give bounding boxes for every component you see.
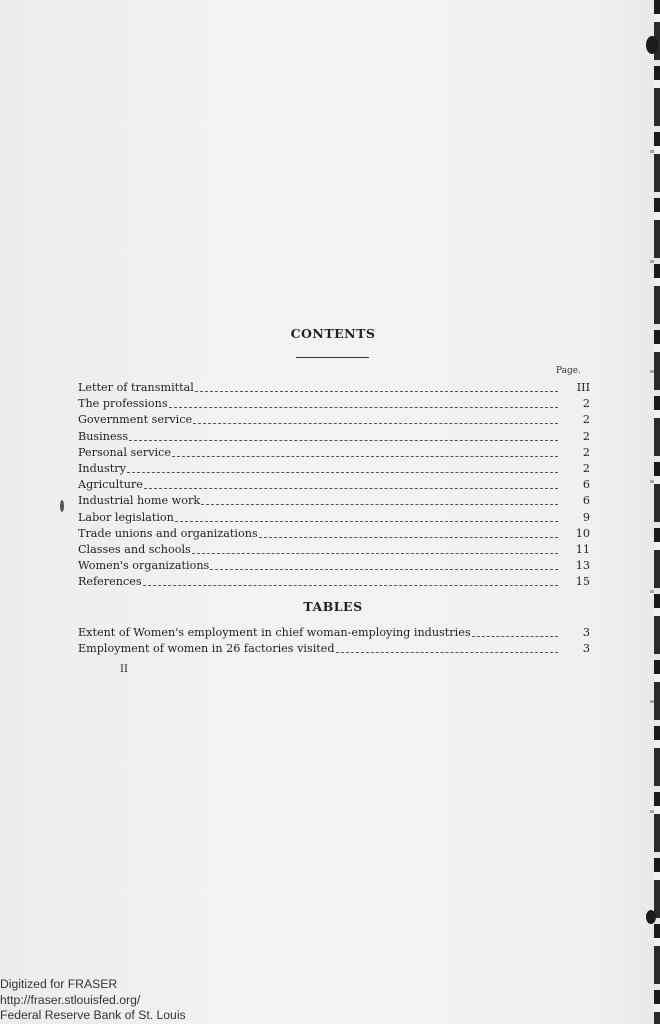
ink-blot (646, 910, 656, 924)
leader-dots (127, 471, 558, 473)
fraser-watermark (0, 977, 186, 1024)
toc-entry[interactable] (78, 558, 590, 574)
leader-dots (129, 439, 558, 441)
toc-entry-page: 9 (582, 510, 590, 524)
toc-entry-label: Agriculture (78, 478, 143, 492)
toc-entry[interactable] (78, 542, 590, 558)
watermark-line: Federal Reserve Bank of St. Louis (0, 1008, 186, 1022)
toc-entry[interactable] (78, 445, 590, 461)
toc-entry-label: The professions (78, 397, 168, 411)
table-entry-label: Extent of Women's employment in chief woman-employing industries (78, 626, 471, 639)
title-rule (296, 357, 369, 358)
toc-entry-label: Government service (78, 413, 193, 427)
table-entry-page: 3 (582, 626, 590, 639)
leader-dots (169, 406, 558, 408)
tables-title: TABLES (303, 599, 363, 614)
toc-entry-label: Trade unions and organizations (78, 526, 258, 540)
leader-dots (259, 536, 558, 538)
toc-entry[interactable] (78, 461, 590, 477)
toc-entry-page: 2 (582, 445, 590, 459)
watermark-url[interactable]: http://fraser.stlouisfed.org/ (0, 992, 141, 1007)
toc-entry-page: 2 (582, 397, 590, 411)
toc-entry-label: Personal service (78, 445, 171, 459)
toc-entry[interactable] (78, 380, 590, 396)
table-entry[interactable] (78, 625, 590, 641)
tables-list (78, 625, 590, 657)
toc-entry-label: Classes and schools (78, 542, 191, 556)
toc-entry[interactable] (78, 510, 590, 526)
page-column-header: Page. (556, 366, 581, 376)
table-entry[interactable] (78, 641, 590, 657)
toc-entry-label: Letter of transmittal (78, 381, 194, 394)
toc-entry-page: 15 (575, 575, 590, 589)
contents-title: CONTENTS (290, 326, 376, 341)
table-entry-page: 3 (582, 642, 590, 656)
leader-dots (143, 584, 558, 586)
toc-entry-page: 2 (582, 413, 590, 427)
leader-dots (336, 651, 558, 653)
toc-entry[interactable] (78, 574, 590, 590)
toc-entry-label: Women's organizations (78, 559, 210, 573)
toc-entry-page: 11 (575, 542, 590, 556)
leader-dots (193, 422, 558, 424)
toc-entry-label: Labor legislation (78, 510, 174, 524)
ink-blot (646, 36, 658, 54)
toc-entry-label: Business (78, 429, 129, 443)
toc-entry-page: 6 (582, 494, 590, 508)
ink-mark (60, 500, 64, 512)
toc-entry[interactable] (78, 493, 590, 509)
toc-entry-label: References (78, 575, 142, 589)
toc-entry-label: Industry (78, 461, 126, 475)
leader-dots (210, 568, 558, 570)
toc-entry[interactable] (78, 477, 590, 493)
leader-dots (175, 520, 558, 522)
toc-entry-page: III (576, 381, 590, 394)
leader-dots (472, 635, 558, 637)
table-entry-label: Employment of women in 26 factories visited (78, 642, 335, 656)
toc-entry-page: 13 (575, 559, 590, 573)
contents-list (78, 380, 590, 590)
toc-entry[interactable] (78, 396, 590, 412)
toc-entry-page: 6 (582, 478, 590, 492)
page-edge-binding (654, 0, 660, 1024)
leader-dots (195, 390, 558, 392)
toc-entry-page: 10 (575, 526, 590, 540)
leader-dots (172, 455, 558, 457)
leader-dots (192, 552, 558, 554)
page-number: II (120, 664, 128, 675)
toc-entry[interactable] (78, 412, 590, 428)
toc-entry-label: Industrial home work (78, 494, 201, 508)
leader-dots (144, 487, 558, 489)
toc-entry[interactable] (78, 429, 590, 445)
toc-entry[interactable] (78, 526, 590, 542)
leader-dots (201, 503, 558, 505)
watermark-line: Digitized for FRASER (0, 977, 118, 991)
toc-entry-page: 2 (582, 429, 590, 443)
toc-entry-page: 2 (582, 461, 590, 475)
